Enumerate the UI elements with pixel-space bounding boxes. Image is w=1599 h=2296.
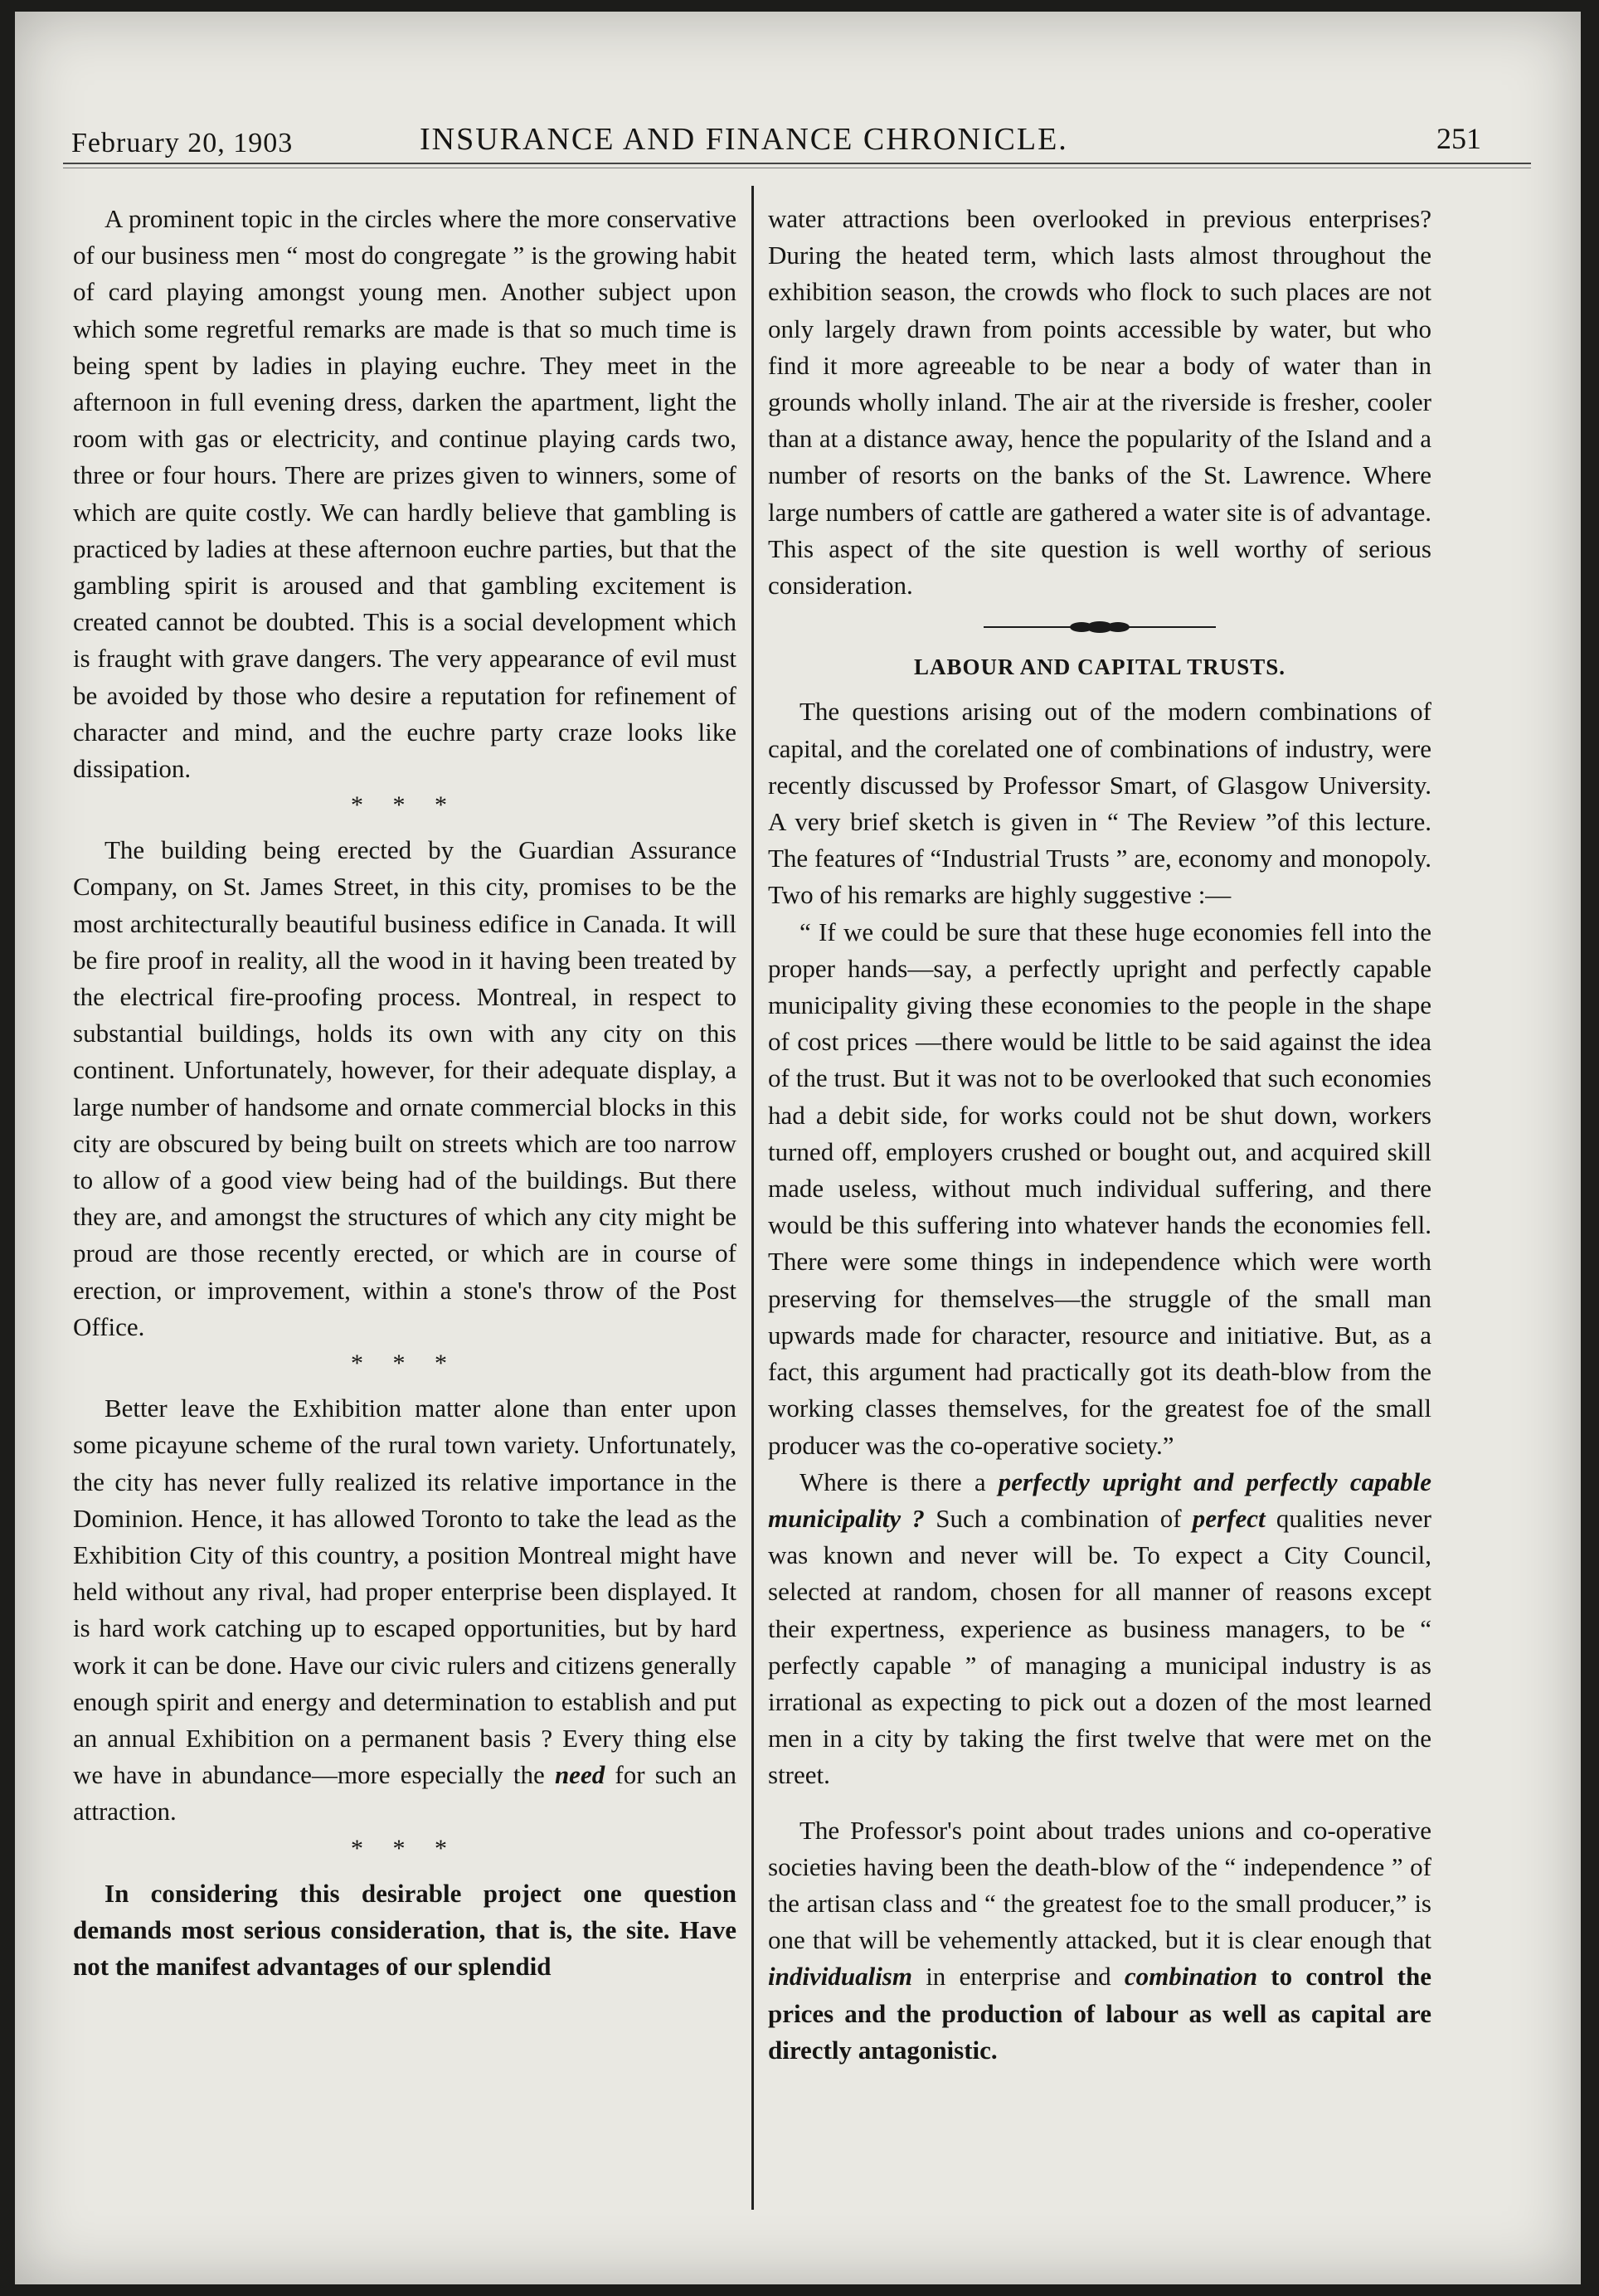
text-run: Where is there a xyxy=(800,1467,999,1496)
text-run: to control the prices and the production of labour as well as capital are directly antagonistic. xyxy=(768,1962,1431,2065)
ornament-divider xyxy=(768,619,1431,635)
trades-unions-paragraph xyxy=(768,1812,1431,2069)
header-rule xyxy=(63,163,1531,164)
section-separator: * * * xyxy=(351,1350,459,1378)
section-heading: LABOUR AND CAPITAL TRUSTS. xyxy=(913,654,1286,680)
right-column xyxy=(768,201,1431,2069)
text-run: qualities never was known and never will be. To expect a City Council, selected at random, chosen for all manner of reasons except their expertness, experience as business managers, to be “ perfectly capable ” of managing a municipal industry is as irrational as expecting to pick out a dozen of the most learned men in a city by taking the first twelve that were met on the street. xyxy=(768,1503,1431,1790)
exhibition-paragraph xyxy=(73,1390,736,1830)
section-separator: * * * xyxy=(351,1834,459,1862)
emphasis-text: need xyxy=(554,1760,605,1790)
page-number: 251 xyxy=(1436,122,1481,155)
emphasis-text: individualism xyxy=(768,1962,912,1992)
newspaper-page xyxy=(15,12,1581,2284)
trusts-intro-paragraph: The questions arising out of the modern combinations of capital, and the corelated one of combinations of industry, were recently discussed by Professor Smart, of Glasgow University. A very brief sketch is given in “ The Review ”of this lecture. The features of “Industrial Trusts ” are, economy and monopoly. Two of his remarks are highly suggestive :— xyxy=(768,697,1431,910)
municipality-paragraph xyxy=(768,1464,1431,1794)
page-header xyxy=(71,109,1481,168)
column-divider xyxy=(751,186,754,2210)
water-attractions-paragraph: water attractions been overlooked in previous enterprises? During the heated term, which lasts almost throughout the exhibition season, the crowds who flock to such places are not only largely drawn from points accessible by water, but who find it more agreeable to be near a body of water than in grounds wholly inland. The air at the riverside is fresher, cooler than at a distance away, hence the popularity of the Island and a number of resorts on the banks of the St. Lawrence. Where large numbers of cattle are gathered a water site is of advantage. This aspect of the site question is well worthy of serious consideration. xyxy=(768,204,1431,601)
text-run: Better leave the Exhibition matter alone than enter upon some picayune scheme of the rural town variety. Unfortunately, the city has never fully realized its relative importance in the Dominion. Hence, it has allowed Toronto to take the lead as the Exhibition City of this country, a position Montreal might have held without any rival, had proper enterprise been displayed. It is hard work catching up to escaped opportunities, but by hard work it can be done. Have our civic rulers and citizens generally enough spirit and energy and determination to establish and put an annual Exhibition on a permanent basis ? Every thing else we have in abundance—more especially the xyxy=(73,1394,736,1790)
quoted-passage: “ If we could be sure that these huge economies fell into the proper hands—say, a perfectly upright and perfectly capable municipality giving these economies to the people in the shape of cost prices —there would be little to be said against the idea of the trust. But it was not to be overlooked that such economies had a debit side, for works could not be shut down, workers turned off, employers crushed or bought out, and acquired skill made useless, without much individual suffering, and there would be this suffering into whatever hands the economies fell. There were some things in independence which were worth preserving for themselves—the struggle of the small man upwards made for character, resource and initiative. But, as a fact, this argument had practically got its death-blow from the working classes themselves, for the greatest foe of the small producer was the co-operative society.” xyxy=(768,917,1431,1460)
text-run: in enterprise and xyxy=(911,1962,1125,1992)
guardian-building-paragraph: The building being erected by the Guardian Assurance Company, on St. James Street, in this city, promises to be the most architecturally beautiful business edifice in Canada. It will be fire proof in reality, all the wood in it having been treated by the electrical fire-proofing process. Montreal, in respect to substantial buildings, holds its own with any city on this continent. Unfortunately, however, for their adequate display, a large number of handsome and ornate commercial blocks in this city are obscured by being built on streets which are too narrow to allow of a good view being had of the buildings. But there they are, and amongst the structures of which any city might be proud are those recently erected, or which are in course of erection, or improvement, within a stone's throw of the Post Office. xyxy=(73,835,736,1341)
ornament-rule-icon xyxy=(984,619,1216,635)
card-playing-paragraph: A prominent topic in the circles where the more conservative of our business men “ most do congregate ” is the growing habit of card playing amongst young men. Another subject upon which some regretful remarks are made is that so much time is being spent by ladies in playing euchre. They meet in the afternoon in full evening dress, darken the apartment, light the room with gas or electricity, and continue playing cards two, three or four hours. There are prizes given to winners, some of which are quite costly. We can hardly believe that gambling is practiced by ladies at these afternoon euchre parties, but that the gambling spirit is aroused and that gambling excitement is created cannot be doubted. This is a social development which is fraught with grave dangers. The very appearance of evil must be avoided by those who desire a reputation for refinement of character and mind, and the euchre party craze looks like dissipation. xyxy=(73,204,736,784)
text-run: for such an attraction. xyxy=(73,1760,736,1827)
emphasis-text: combination xyxy=(1124,1962,1258,1992)
publication-title: INSURANCE AND FINANCE CHRONICLE. xyxy=(420,122,1068,157)
section-separator: * * * xyxy=(351,791,459,820)
text-run: Such a combination of xyxy=(924,1503,1193,1533)
header-date: February 20, 1903 xyxy=(71,128,294,158)
emphasis-text: perfect xyxy=(1192,1503,1266,1533)
site-paragraph: In considering this desirable project one question demands most serious consideration, that is, the site. Have not the manifest advantages of our splendid xyxy=(73,1878,736,1981)
emphasis-text: perfectly upright and perfectly capable municipality ? xyxy=(768,1467,1431,1533)
left-column xyxy=(73,201,736,1985)
text-run: The Professor's point about trades unions and co-operative societies having been the death-blow of the “ independence ” of the artisan class and “ the greatest foe to the small producer,” is one that will be vehemently attacked, but it is clear enough that xyxy=(768,1815,1431,1955)
